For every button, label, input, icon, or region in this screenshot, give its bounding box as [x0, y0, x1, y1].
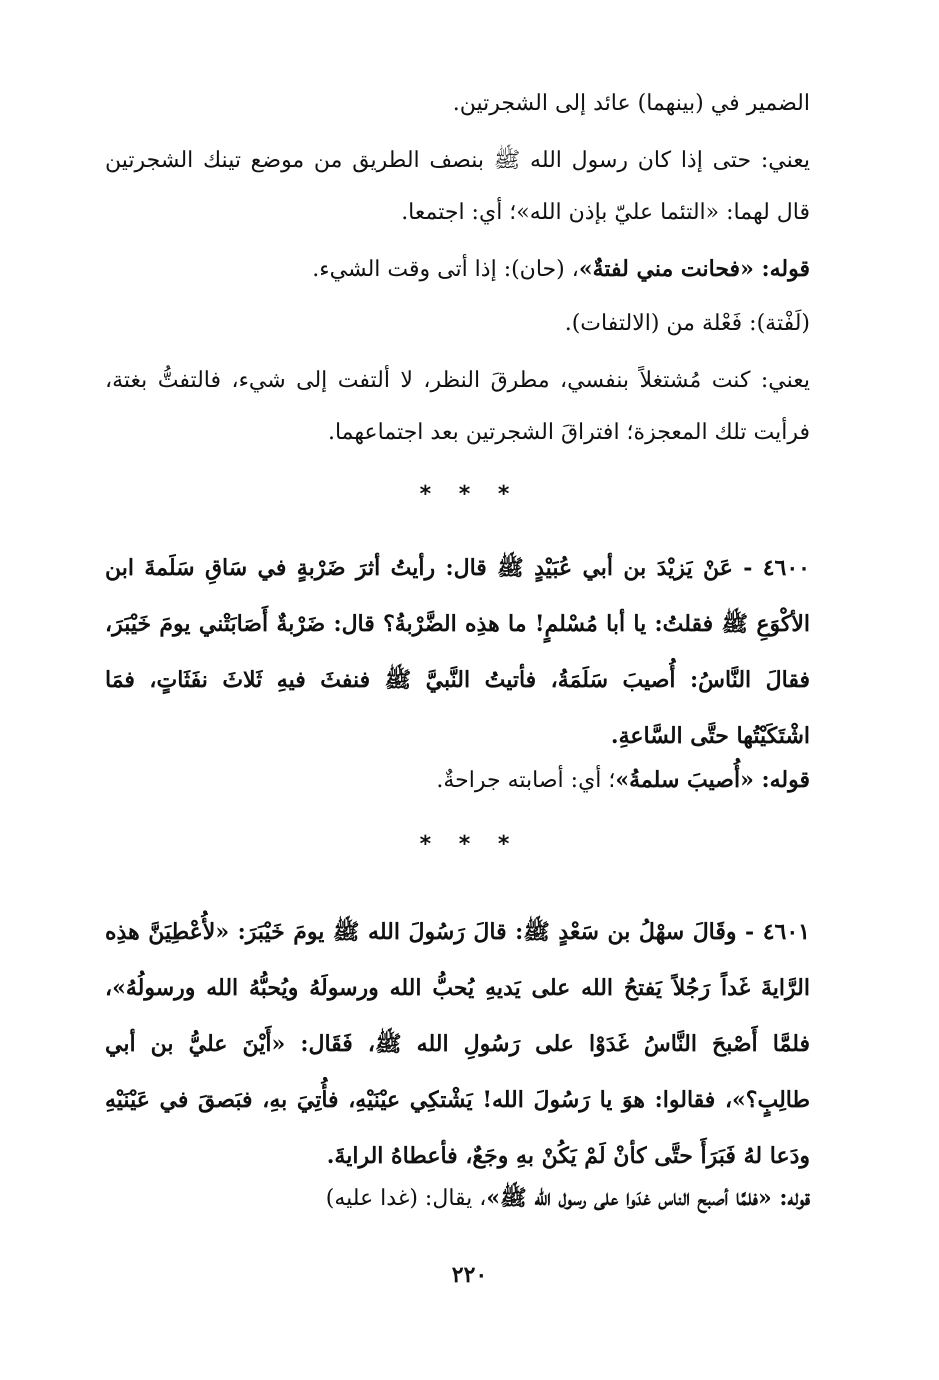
paragraph-qawluhu-ghadaw	[105, 1172, 810, 1225]
hadith-text: ٤٦٠٠ - عَنْ يَزيْدَ بن أبي عُبَيْدٍ ﷺ قال: رأيتُ أثرَ ضَرْبةٍ في سَاقِ سَلَمةَ ابن الأكْوَعِ ﷺ فقلتُ: يا أبا مُسْلمٍ! ما هذِه الضَّرْبةُ؟ قال: ضَرْبةٌ أَصَابَتْني يومَ خَيْبَرَ، فقالَ النَّاسُ: أُصيبَ سَلَمَةُ، فأتيتُ النَّبيَّ ﷺ فنفثَ فيهِ ثَلاثَ نفَثَاتٍ، فمَا اشْتَكَيْتُها حتَّى السَّاعةِ.	[105, 555, 810, 749]
paragraph-text: ، يقال: (غدا عليه)	[325, 1186, 487, 1211]
paragraph-text: الضمير في (بينهما) عائد إلى الشجرتين.	[452, 91, 810, 116]
paragraph-explanation-trees	[105, 135, 810, 239]
paragraph-text: يعني: كنت مُشتغلاً بنفسي، مطرقَ النظر، لا ألتفت إلى شيء، فالتفتُّ بغتة، فرأيت تلك المعجزة؛ افتراقَ الشجرتين بعد اجتماعهما.	[105, 368, 810, 445]
hadith-4600	[105, 540, 810, 764]
paragraph-text: ؛ أي: أصابته جراحةٌ.	[436, 768, 616, 793]
quoted-phrase: «فحانت مني لفتةٌ»	[578, 256, 754, 282]
quoted-phrase: «أُصيبَ سلمةُ»	[615, 767, 754, 793]
paragraph-explanation-miracle	[105, 355, 810, 459]
page-number: ٢٢٠	[451, 1262, 488, 1288]
paragraph-lafta-definition	[105, 298, 810, 350]
paragraph-qawluhu-lafta	[105, 243, 810, 296]
section-separator: * * *	[419, 482, 520, 507]
paragraph-text: ، (حان): إذا أتى وقت الشيء.	[312, 257, 579, 282]
paragraph-qawluhu-usiba	[105, 754, 810, 807]
qawluhu-label: قوله:	[753, 256, 810, 282]
paragraph-pronoun-note	[105, 78, 810, 130]
hadith-4601	[105, 904, 810, 1184]
hadith-text: ٤٦٠١ - وقَالَ سهْلُ بن سَعْدٍ ﷺ: قالَ رَسُولَ الله ﷺ يومَ خَيْبَرَ: «لأُعْطِيَنَّ هذِه الرَّايةَ غَداً رَجُلاً يَفتحُ الله على يَديهِ يُحبُّ الله ورسولَهُ ويُحبُّهُ الله ورسولُهُ»، فلمَّا أَصْبحَ النَّاسُ غَدَوْا على رَسُولِ الله ﷺ، فَقَال: «أَيْنَ عليُّ بن أبي طالِبٍ؟»، فقالوا: هوَ يا رَسُولَ الله! يَشْتكِي عيْنَيْهِ، فأُتِيَ بهِ، فبَصقَ في عَيْنَيْهِ ودَعا لهُ فَبَرَأَ حتَّى كأنْ لَمْ يَكُنْ بهِ وجَعٌ، فأعطاهُ الرايةَ.	[105, 919, 810, 1169]
qawluhu-label: قوله:	[771, 1185, 810, 1211]
paragraph-text: يعني: حتى إذا كان رسول الله ﷺ بنصف الطريق من موضع تينك الشجرتين قال لهما: «التئما عليّ بإذن الله»؛ أي: اجتمعا.	[105, 148, 810, 225]
paragraph-text: (لَفْتة): فَعْلة من (الالتفات).	[564, 311, 810, 336]
qawluhu-label: قوله:	[753, 767, 810, 793]
quoted-phrase: «فلمَّا أصبح الناس غدَوا على رسول الله ﷺ»	[486, 1185, 772, 1211]
section-separator: * * *	[419, 832, 520, 857]
